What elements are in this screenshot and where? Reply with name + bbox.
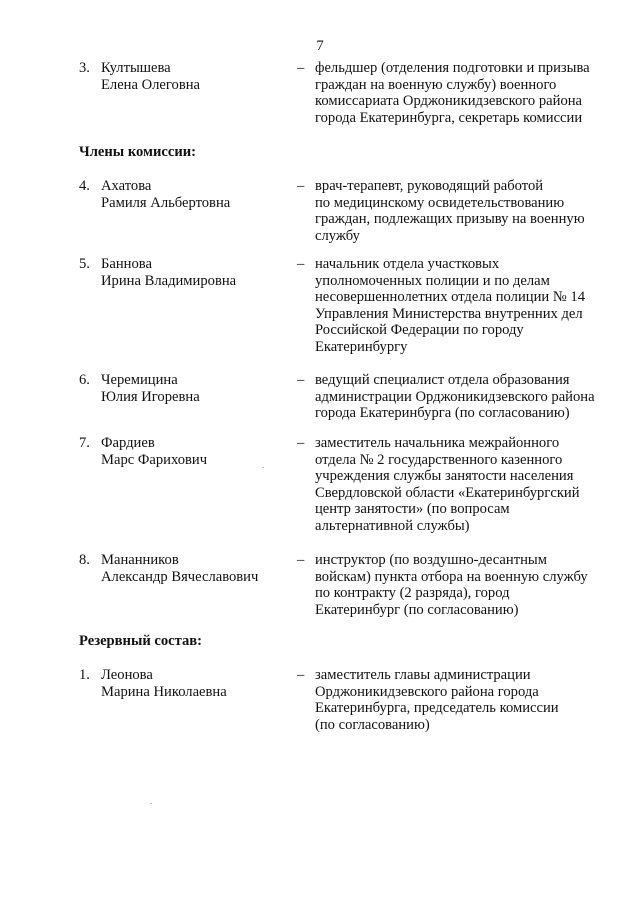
person-name bbox=[101, 60, 200, 93]
person-name bbox=[101, 667, 227, 700]
person-role bbox=[315, 667, 615, 733]
role-line: учреждения службы занятости населения bbox=[315, 468, 574, 485]
role-line: инструктор (по воздушно-десантным bbox=[315, 552, 547, 568]
role-line: Управления Министерства внутренних дел bbox=[315, 305, 583, 322]
role-line: несовершеннолетних отдела полиции № 14 bbox=[315, 289, 585, 306]
given-names: Александр Вячеславович bbox=[101, 568, 259, 585]
surname: Леонова bbox=[101, 667, 153, 683]
role-line: Российской Федерации по городу bbox=[315, 322, 524, 339]
dash-separator: – bbox=[297, 256, 305, 272]
surname: Баннова bbox=[101, 256, 152, 272]
role-line: уполномоченных полиции и по делам bbox=[315, 272, 550, 289]
person-name bbox=[101, 178, 230, 211]
role-line: Екатеринбургу bbox=[315, 338, 408, 355]
scan-speck bbox=[150, 803, 152, 804]
entry-number: 4. bbox=[79, 178, 90, 194]
person-name bbox=[101, 372, 200, 405]
members-heading: Члены комиссии: bbox=[79, 144, 197, 160]
role-line: заместитель начальника межрайонного bbox=[315, 435, 560, 451]
role-line: альтернативной службы) bbox=[315, 517, 470, 534]
role-line: Екатеринбурга, председатель комиссии bbox=[315, 700, 559, 717]
given-names: Рамиля Альбертовна bbox=[101, 194, 231, 211]
page-number: 7 bbox=[316, 38, 324, 54]
role-line: Свердловской области «Екатеринбургский bbox=[315, 484, 580, 501]
role-line: ведущий специалист отдела образования bbox=[315, 372, 570, 388]
role-line: граждан на военную службу) военного bbox=[315, 76, 557, 93]
role-line: отдела № 2 государственного казенного bbox=[315, 451, 563, 468]
person-name bbox=[101, 256, 236, 289]
role-line: службу bbox=[315, 227, 360, 244]
role-line: (по согласованию) bbox=[315, 716, 430, 733]
given-names: Марс Фарихович bbox=[101, 451, 208, 468]
dash-separator: – bbox=[297, 552, 305, 568]
role-line: комиссариата Орджоникидзевского района bbox=[315, 93, 583, 110]
person-name bbox=[101, 552, 258, 585]
role-line: Екатеринбург (по согласованию) bbox=[315, 601, 519, 618]
role-line: врач-терапевт, руководящий работой bbox=[315, 178, 544, 194]
role-line: города Екатеринбурга, секретарь комиссии bbox=[315, 109, 583, 126]
entry-number: 7. bbox=[79, 435, 90, 451]
entry-number: 1. bbox=[79, 667, 90, 683]
given-names: Ирина Владимировна bbox=[101, 272, 237, 289]
person-role bbox=[315, 552, 615, 618]
dash-separator: – bbox=[297, 667, 305, 683]
role-line: войскам) пункта отбора на военную службу bbox=[315, 568, 588, 585]
scan-speck bbox=[262, 467, 264, 468]
surname: Мананников bbox=[101, 552, 179, 568]
role-line: города Екатеринбурга (по согласованию) bbox=[315, 405, 570, 422]
person-role bbox=[315, 256, 615, 356]
role-line: заместитель главы администрации bbox=[315, 667, 531, 683]
surname: Култышева bbox=[101, 60, 171, 76]
person-role bbox=[315, 372, 615, 422]
person-name bbox=[101, 435, 207, 468]
given-names: Елена Олеговна bbox=[101, 76, 201, 93]
role-line: администрации Орджоникидзевского района bbox=[315, 388, 595, 405]
dash-separator: – bbox=[297, 372, 305, 388]
role-line: начальник отдела участковых bbox=[315, 256, 500, 272]
surname: Черемицина bbox=[101, 372, 178, 388]
role-line: по медицинскому освидетельствованию bbox=[315, 194, 565, 211]
dash-separator: – bbox=[297, 60, 305, 76]
given-names: Юлия Игоревна bbox=[101, 388, 200, 405]
role-line: центр занятости» (по вопросам bbox=[315, 501, 510, 518]
person-role bbox=[315, 178, 615, 244]
person-role bbox=[315, 435, 615, 535]
dash-separator: – bbox=[297, 178, 305, 194]
reserve-heading: Резервный состав: bbox=[79, 633, 203, 649]
entry-number: 6. bbox=[79, 372, 90, 388]
entry-number: 5. bbox=[79, 256, 90, 272]
given-names: Марина Николаевна bbox=[101, 683, 227, 700]
role-line: фельдшер (отделения подготовки и призыва bbox=[315, 60, 590, 76]
entry-number: 8. bbox=[79, 552, 90, 568]
surname: Ахатова bbox=[101, 178, 152, 194]
role-line: граждан, подлежащих призыву на военную bbox=[315, 211, 585, 228]
person-role bbox=[315, 60, 615, 126]
role-line: Орджоникидзевского района города bbox=[315, 683, 539, 700]
surname: Фардиев bbox=[101, 435, 155, 451]
dash-separator: – bbox=[297, 435, 305, 451]
entry-number: 3. bbox=[79, 60, 90, 76]
role-line: по контракту (2 разряда), город bbox=[315, 585, 510, 602]
